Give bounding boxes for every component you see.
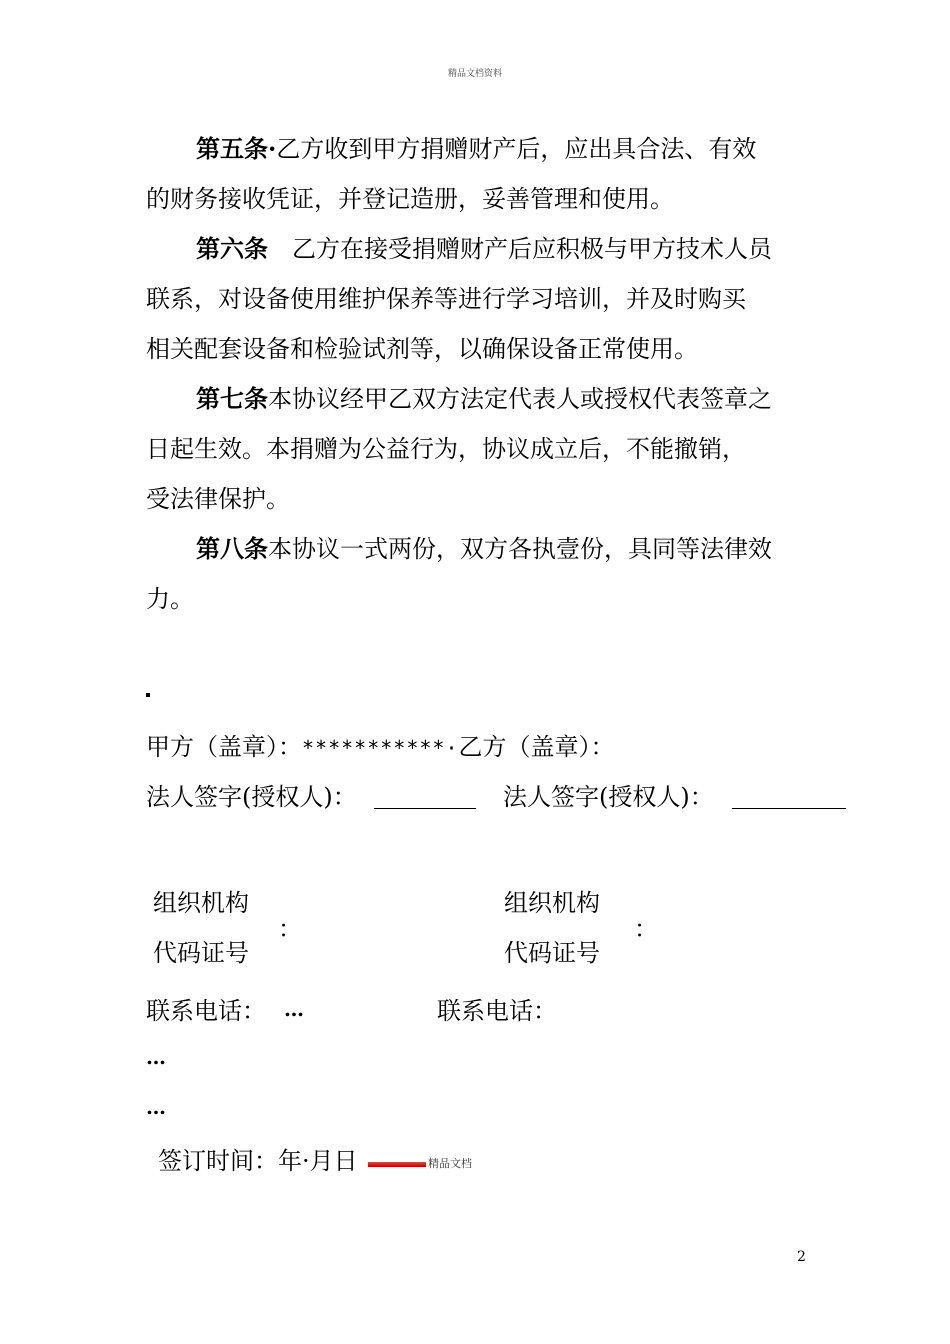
phone-a-ellipsis: … [284, 997, 304, 1021]
legal-rep-a-label: 法人签字(授权人)： [146, 783, 357, 811]
page-number: 2 [797, 1249, 806, 1265]
article-5-line-2: 的财务接收凭证，并登记造册，妥善管理和使用。 [146, 185, 674, 213]
org-code-b-line-1: 组织机构 [504, 889, 600, 917]
party-b-label: 乙方（盖章）： [458, 733, 615, 761]
article-7 [146, 374, 826, 524]
legal-rep-b [503, 782, 714, 812]
page-header: 精品文档资料 [447, 69, 502, 79]
sign-date-text: 年·月日 [278, 1147, 358, 1175]
phone-b-label: 联系电话： [437, 997, 557, 1025]
party-a-seal-value: ***********· [302, 736, 459, 760]
org-code-b-colon: ： [634, 915, 658, 943]
legal-rep-a [146, 782, 357, 812]
red-banner-bar [368, 1162, 426, 1167]
article-6-line-2: 联系，对设备使用维护保养等进行学习培训，并及时购买 [146, 285, 746, 313]
article-5-line-1: 乙方收到甲方捐赠财产后，应出具合法、有效 [276, 135, 757, 163]
article-5 [146, 124, 826, 224]
article-8-title: 第八条 [196, 534, 268, 563]
phone-b [437, 996, 557, 1026]
article-5-separator: · [268, 134, 277, 163]
article-6-line-3: 相关配套设备和检验试剂等，以确保设备正常使用。 [146, 335, 698, 363]
sign-time [158, 1146, 358, 1176]
org-code-a-line-1: 组织机构 [153, 889, 249, 917]
phone-a-label: 联系电话： [146, 997, 266, 1025]
article-8-line-1: 本协议一式两份，双方各执壹份，具同等法律效 [268, 535, 772, 563]
article-6-separator [268, 235, 292, 263]
article-6-line-1: 乙方在接受捐赠财产后应积极与甲方技术人员 [292, 235, 772, 263]
org-code-a-colon: ： [278, 915, 302, 943]
article-7-line-2: 日起生效。本捐赠为公益行为，协议成立后，不能撤销， [146, 435, 746, 463]
org-code-b-line-2: 代码证号 [504, 939, 600, 967]
article-5-title: 第五条 [196, 134, 268, 163]
ellipsis-mark-1: … [146, 1045, 166, 1069]
ellipsis-mark-2: … [146, 1095, 166, 1119]
legal-rep-a-signature-blank[interactable] [374, 786, 476, 809]
article-7-line-3: 受法律保护。 [146, 485, 290, 513]
phone-a [146, 996, 266, 1026]
article-8-line-2: 力。 [146, 585, 194, 613]
legal-rep-b-label: 法人签字(授权人)： [503, 783, 714, 811]
party-row [146, 732, 615, 763]
article-6 [146, 224, 826, 374]
red-banner-label: 精品文档 [428, 1157, 472, 1170]
party-a-label: 甲方（盖章）： [146, 733, 302, 761]
article-6-title: 第六条 [196, 234, 268, 263]
article-8 [146, 524, 826, 624]
sign-time-label: 签订时间： [158, 1147, 278, 1175]
org-code-a-line-2: 代码证号 [153, 939, 249, 967]
article-7-line-1: 本协议经甲乙双方法定代表人或授权代表签章之 [268, 385, 772, 413]
stray-dot-mark [146, 693, 150, 697]
legal-rep-b-signature-blank[interactable] [732, 786, 846, 809]
article-7-title: 第七条 [196, 384, 268, 413]
